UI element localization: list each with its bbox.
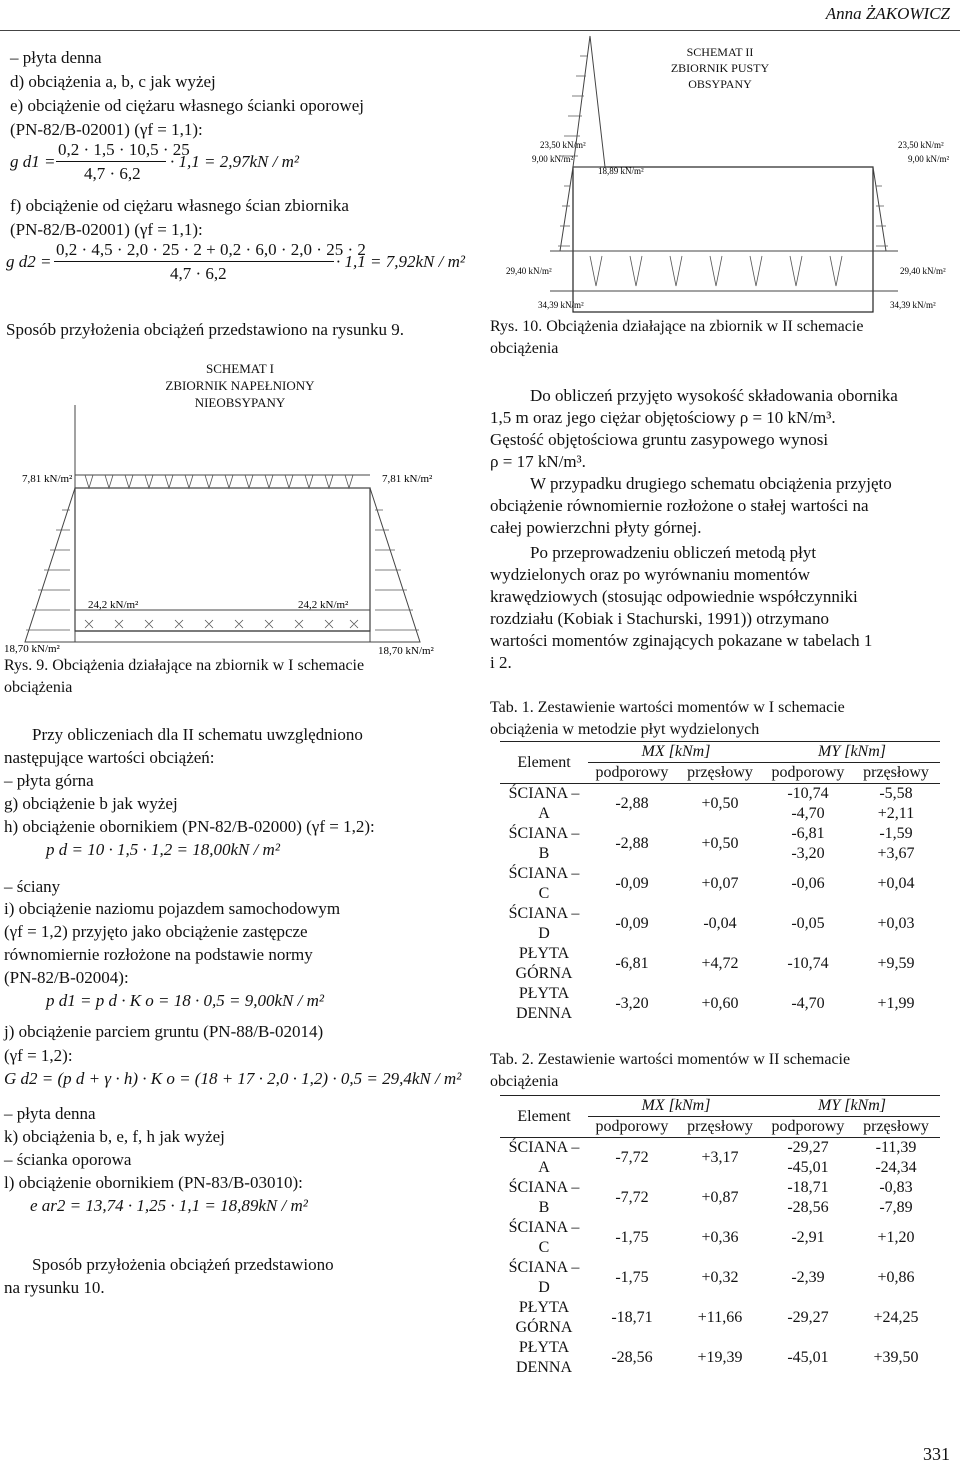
formula6: e ar2 = 13,74 · 1,25 · 1,1 = 18,89kN / m²	[30, 1196, 308, 1215]
fig10-caption-line2: obciążenia	[490, 340, 559, 357]
row-mx-support: -0,09	[615, 875, 649, 892]
fig10-left-earth-load	[560, 167, 573, 251]
table-row	[500, 944, 940, 964]
row-my-support-1: -0,06	[791, 875, 825, 892]
right-para-line-2: 1,5 m oraz jego ciężar objętościowy ρ = 10 kN/m³.	[490, 408, 836, 427]
header-element: Element	[500, 742, 588, 784]
left-para-line-11: j) obciążenie parciem gruntu (PN-88/B-02014)	[4, 1022, 324, 1041]
fig9-title-line1: SCHEMAT I	[205, 361, 275, 376]
row-my-span-2: +3,67	[877, 845, 915, 862]
row-element-line1: ŚCIANA –	[508, 1139, 580, 1156]
fig10-title-line3: OBSYPANY	[688, 77, 752, 91]
fig9-label-top-left: 7,81 kN/m²	[22, 473, 73, 485]
fig10-tank-outline	[573, 167, 873, 312]
row-element-line2: D	[538, 1279, 550, 1296]
fig10-label-h: 34,39 kN/m²	[538, 300, 584, 310]
row-mx-support: -6,81	[615, 955, 649, 972]
row-mx-support: -2,88	[615, 795, 649, 812]
row-mx-span: +0,07	[701, 875, 739, 892]
row-my-span-2: -24,34	[875, 1159, 917, 1176]
row-my-span-1: +1,20	[877, 1229, 915, 1246]
formula1-rhs: · 1,1 = 2,97kN / m²	[170, 152, 299, 171]
header-my: MY [kNm]	[764, 1096, 940, 1117]
row-my-span-1: -11,39	[875, 1139, 917, 1156]
fig9-caption-line1: Rys. 9. Obciążenia działające na zbiornik w I schemacie	[4, 657, 365, 674]
left-line-1: – płyta denna	[10, 48, 102, 67]
row-mx-span: +4,72	[701, 955, 739, 972]
left-line-7: Sposób przyłożenia obciążeń przedstawiono na rysunku 9.	[6, 320, 404, 339]
fig9-left-trapezoid	[25, 488, 75, 642]
fig9-label-top-right: 7,81 kN/m²	[382, 473, 433, 485]
row-mx-support: -18,71	[611, 1309, 653, 1326]
fig9-title-line3: NIEOBSYPANY	[194, 395, 286, 410]
table2-caption-line1: Tab. 2. Zestawienie wartości momentów w II schemacie	[490, 1051, 851, 1068]
header-element: Element	[500, 1096, 588, 1138]
formula4: p d1 = p d · K o = 18 · 0,5 = 9,00kN / m²	[46, 991, 324, 1010]
row-my-span-1: +39,50	[873, 1349, 919, 1366]
row-mx-support: -7,72	[615, 1149, 649, 1166]
header-mx: MX [kNm]	[588, 742, 764, 763]
row-element-line1: PŁYTA	[518, 1339, 570, 1356]
row-my-support-1: -10,74	[787, 785, 829, 802]
fig10-label-f: 29,40 kN/m²	[506, 266, 552, 276]
fig9-diagram	[0, 350, 480, 662]
row-element-line1: ŚCIANA –	[508, 785, 580, 802]
page-number: 331	[923, 1444, 950, 1464]
right-para-line-11: rozdziału (Kobiak i Stachurski, 1991)) otrzymano	[490, 609, 829, 628]
fig10-diagram	[490, 36, 960, 316]
row-element-line1: ŚCIANA –	[508, 825, 580, 842]
subheader-cell: przęsłowy	[676, 1117, 764, 1138]
row-mx-support: -0,09	[615, 915, 649, 932]
table-row	[500, 984, 940, 1004]
table-header-row	[500, 1096, 940, 1117]
row-my-span-2: -7,89	[879, 1199, 913, 1216]
row-mx-support: -1,75	[615, 1229, 649, 1246]
left-para-line-8: (γf = 1,2) przyjęto jako obciążenie zastępcze	[4, 922, 308, 941]
row-my-support-1: -29,27	[787, 1309, 829, 1326]
table-row	[500, 1258, 940, 1278]
row-my-support-1: -45,01	[787, 1349, 829, 1366]
row-element-line1: ŚCIANA –	[508, 1179, 580, 1196]
row-mx-span: +0,32	[701, 1269, 739, 1286]
right-para-line-5: W przypadku drugiego schematu obciążenia przyjęto	[530, 474, 892, 493]
row-element-line2: C	[538, 1239, 550, 1256]
row-element-line1: ŚCIANA –	[508, 865, 580, 882]
table-row	[500, 1138, 940, 1159]
row-mx-support: -7,72	[615, 1189, 649, 1206]
right-para-line-4: ρ = 17 kN/m³.	[490, 452, 586, 471]
fig10-label-a: 23,50 kN/m²	[540, 140, 586, 150]
subheader-cell: podporowy	[764, 763, 852, 784]
row-my-span-1: +0,86	[877, 1269, 915, 1286]
row-element-line2: B	[538, 845, 550, 862]
row-mx-support: -2,88	[615, 835, 649, 852]
subheader-cell: podporowy	[588, 763, 676, 784]
row-my-support-1: -2,39	[791, 1269, 825, 1286]
left-line-5: f) obciążenie od ciężaru własnego ścian zbiornika	[10, 196, 349, 215]
fig9-label-mid-left: 24,2 kN/m²	[88, 599, 139, 611]
right-para-line-6: obciążenie równomiernie rozłożone o stałej wartości na	[490, 496, 869, 515]
row-my-span-1: +0,04	[877, 875, 915, 892]
subheader-cell: podporowy	[764, 1117, 852, 1138]
right-para-line-12: wartości momentów zginających pokazane w tabelach 1	[490, 631, 873, 650]
fig9-title-line2: ZBIORNIK NAPEŁNIONY	[165, 378, 315, 393]
row-mx-support: -1,75	[615, 1269, 649, 1286]
row-my-span-1: -5,58	[879, 785, 913, 802]
formula1-lhs: g d1 =	[10, 152, 56, 171]
subheader-cell: przęsłowy	[676, 763, 764, 784]
formula3: p d = 10 · 1,5 · 1,2 = 18,00kN / m²	[46, 840, 280, 859]
table-row	[500, 864, 940, 884]
row-my-support-1: -18,71	[787, 1179, 829, 1196]
row-mx-support: -3,20	[615, 995, 649, 1012]
header-rule	[0, 30, 960, 31]
table-row	[500, 1178, 940, 1198]
row-my-support-1: -6,81	[791, 825, 825, 842]
left-para-line-3: – płyta górna	[4, 771, 94, 790]
row-my-support-2: -4,70	[791, 805, 825, 822]
left-para-line-6: – ściany	[4, 877, 61, 896]
formula2-numerator: 0,2 · 4,5 · 2,0 · 25 · 2 + 0,2 · 6,0 · 2,0 · 25 · 2	[56, 240, 366, 259]
row-my-support-1: -2,91	[791, 1229, 825, 1246]
row-element-line2: A	[538, 1159, 550, 1176]
row-my-span-1: +0,03	[877, 915, 915, 932]
fig9-label-bottom-left: 18,70 kN/m²	[4, 643, 60, 655]
row-my-span-1: +24,25	[873, 1309, 919, 1326]
fig10-label-b: 9,00 kN/m²	[532, 154, 574, 164]
row-element-line2: B	[538, 1199, 550, 1216]
left-para-line-17: Sposób przyłożenia obciążeń przedstawiono	[32, 1255, 334, 1274]
row-my-span-1: +1,99	[877, 995, 915, 1012]
fig10-label-d: 23,50 kN/m²	[898, 140, 944, 150]
table-header-row	[500, 742, 940, 763]
moments-table	[500, 1095, 940, 1378]
figure-9	[0, 350, 480, 662]
row-my-support-2: -3,20	[791, 845, 825, 862]
formula1-denominator: 4,7 · 6,2	[84, 164, 141, 183]
left-line-4: (PN-82/B-02001) (γf = 1,1):	[10, 120, 203, 139]
table-1	[500, 741, 940, 1024]
fig10-title-line2: ZBIORNIK PUSTY	[670, 61, 770, 75]
fig9-right-trapezoid	[370, 488, 420, 642]
table-row	[500, 1298, 940, 1318]
left-para-line-16: l) obciążenie obornikiem (PN-83/B-03010):	[4, 1173, 303, 1192]
right-para-line-7: całej powierzchni płyty górnej.	[490, 518, 702, 537]
left-para-line-7: i) obciążenie naziomu pojazdem samochodowym	[4, 899, 341, 918]
fig10-title-line1: SCHEMAT II	[686, 45, 754, 59]
row-element-line2: C	[538, 885, 550, 902]
row-my-support-1: -4,70	[791, 995, 825, 1012]
formula5: G d2 = (p d + γ · h) · K o = (18 + 17 · 2,0 · 1,2) · 0,5 = 29,4kN / m²	[4, 1069, 462, 1088]
row-element-line1: ŚCIANA –	[508, 1259, 580, 1276]
moments-table	[500, 741, 940, 1024]
fig9-hatch-top	[26, 475, 419, 630]
row-mx-span: +0,36	[701, 1229, 739, 1246]
row-mx-span: +0,50	[701, 795, 739, 812]
subheader-cell: przęsłowy	[852, 763, 940, 784]
header-mx: MX [kNm]	[588, 1096, 764, 1117]
row-element-line1: PŁYTA	[518, 945, 570, 962]
left-line-6: (PN-82/B-02001) (γf = 1,1):	[10, 220, 203, 239]
right-para-line-3: Gęstość objętościowa gruntu zasypowego wynosi	[490, 430, 829, 449]
formula1-numerator: 0,2 · 1,5 · 10,5 · 25	[58, 140, 190, 159]
left-para-line-2: następujące wartości obciążeń:	[4, 748, 215, 767]
left-para-line-5: h) obciążenie obornikiem (PN-82/B-02000) (γf = 1,2):	[4, 817, 375, 836]
table-row	[500, 1218, 940, 1238]
row-mx-support: -28,56	[611, 1349, 653, 1366]
header-my: MY [kNm]	[764, 742, 940, 763]
table-2	[500, 1095, 940, 1378]
formula2-denominator: 4,7 · 6,2	[170, 264, 227, 283]
left-para-line-4: g) obciążenie b jak wyżej	[4, 794, 178, 813]
fig10-label-g: 29,40 kN/m²	[900, 266, 946, 276]
right-para-line-10: krawędziowych (stosując odpowiednie współczynniki	[490, 587, 858, 606]
left-para-line-10: (PN-82/B-02004):	[4, 968, 129, 987]
fig10-label-i: 34,39 kN/m²	[890, 300, 936, 310]
row-mx-span: +0,87	[701, 1189, 739, 1206]
row-my-span-1: -1,59	[879, 825, 913, 842]
row-element-line2: DENNA	[516, 1359, 572, 1376]
row-my-support-2: -28,56	[787, 1199, 829, 1216]
row-my-support-2: -45,01	[787, 1159, 829, 1176]
row-my-span-2: +2,11	[877, 805, 915, 822]
formula2-lhs: g d2 =	[6, 252, 52, 271]
table-row	[500, 824, 940, 844]
row-mx-span: -0,04	[703, 915, 737, 932]
left-para-line-1: Przy obliczeniach dla II schematu uwzględniono	[32, 725, 363, 744]
fig10-label-e: 9,00 kN/m²	[908, 154, 950, 164]
table-row	[500, 1338, 940, 1358]
row-my-span-1: -0,83	[879, 1179, 913, 1196]
table2-caption-line2: obciążenia	[490, 1073, 559, 1090]
row-element-line2: GÓRNA	[515, 965, 573, 982]
row-element-line1: ŚCIANA –	[508, 905, 580, 922]
subheader-cell: podporowy	[588, 1117, 676, 1138]
row-element-line2: A	[538, 805, 550, 822]
row-mx-span: +0,60	[701, 995, 739, 1012]
right-para-line-8: Po przeprowadzeniu obliczeń metodą płyt	[530, 543, 817, 562]
fig9-caption-line2: obciążenia	[4, 679, 73, 696]
left-line-2: d) obciążenia a, b, c jak wyżej	[10, 72, 216, 91]
table1-caption-line1: Tab. 1. Zestawienie wartości momentów w I schemacie	[490, 699, 845, 716]
figure-10	[490, 36, 960, 316]
row-mx-span: +11,66	[697, 1309, 743, 1326]
left-para-line-13: – płyta denna	[4, 1104, 96, 1123]
row-my-support-1: -29,27	[787, 1139, 829, 1156]
fig10-label-c: 18,89 kN/m²	[598, 166, 644, 176]
left-para-line-18: na rysunku 10.	[4, 1278, 105, 1297]
row-element-line1: PŁYTA	[518, 985, 570, 1002]
row-element-line2: DENNA	[516, 1005, 572, 1022]
row-my-span-1: +9,59	[877, 955, 915, 972]
fig10-caption-line1: Rys. 10. Obciążenia działające na zbiornik w II schemacie	[490, 318, 864, 335]
fig9-label-bottom-right: 18,70 kN/m²	[378, 645, 434, 657]
left-para-line-9: równomiernie rozłożone na podstawie normy	[4, 945, 313, 964]
row-my-support-1: -10,74	[787, 955, 829, 972]
row-mx-span: +19,39	[697, 1349, 743, 1366]
row-mx-span: +0,50	[701, 835, 739, 852]
subheader-cell: przęsłowy	[852, 1117, 940, 1138]
row-element-line2: D	[538, 925, 550, 942]
fig9-label-mid-right: 24,2 kN/m²	[298, 599, 349, 611]
left-para-line-15: – ścianka oporowa	[4, 1150, 132, 1169]
right-para-line-9: wydzielonych oraz po wyrównaniu momentów	[490, 565, 811, 584]
row-element-line2: GÓRNA	[515, 1319, 573, 1336]
formula2-rhs: · 1,1 = 7,92kN / m²	[336, 252, 465, 271]
table1-caption-line2: obciążenia w metodzie płyt wydzielonych	[490, 721, 760, 738]
row-element-line1: PŁYTA	[518, 1299, 570, 1316]
table-row	[500, 904, 940, 924]
left-para-line-14: k) obciążenia b, e, f, h jak wyżej	[4, 1127, 225, 1146]
row-my-support-1: -0,05	[791, 915, 825, 932]
right-para-line-1: Do obliczeń przyjęto wysokość składowania obornika	[530, 386, 898, 405]
running-header: Anna ŻAKOWICZ	[825, 4, 950, 23]
fig10-right-earth-load	[873, 167, 886, 251]
table-row	[500, 784, 940, 805]
left-line-3: e) obciążenie od ciężaru własnego ścianki oporowej	[10, 96, 365, 115]
row-mx-span: +3,17	[701, 1149, 739, 1166]
right-para-line-13: i 2.	[490, 653, 512, 672]
left-para-line-12: (γf = 1,2):	[4, 1046, 73, 1065]
row-element-line1: ŚCIANA –	[508, 1219, 580, 1236]
